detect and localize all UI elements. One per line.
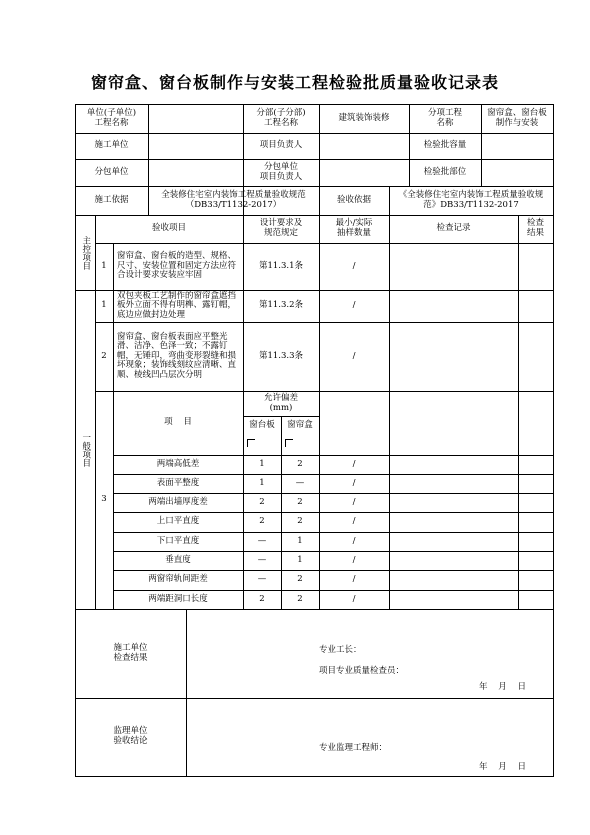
project-manager-label: 项目负责人 xyxy=(259,140,303,151)
deviation-row-sample: / xyxy=(352,496,356,507)
deviation-row-name: 垂直度 xyxy=(165,554,191,565)
contractor-check-label: 施工单位 检查结果 xyxy=(113,642,148,663)
checkbox[interactable] xyxy=(247,439,255,447)
deviation-row-sill: — xyxy=(257,574,267,585)
deviation-row-box: 2 xyxy=(297,516,303,527)
deviation-row-box: 2 xyxy=(297,496,303,507)
column-sample: 最小/实际 抽样数量 xyxy=(335,218,373,238)
sub-item-label: 分项工程 名称 xyxy=(427,107,462,128)
deviation-row-name: 两端距洞口长度 xyxy=(148,593,208,604)
supervision-engineer-label: 专业监理工程师： xyxy=(319,743,388,754)
deviation-row-name: 两端出墙厚度差 xyxy=(148,496,208,507)
main-control-label: 主控项目 xyxy=(80,235,91,270)
general-item-no: 1 xyxy=(101,300,107,311)
date-label: 年 月 日 xyxy=(478,762,527,773)
general-item-sample: / xyxy=(352,350,356,361)
deviation-item-header: 项 目 xyxy=(164,417,192,428)
sub-pm-label: 分包单位 项目负责人 xyxy=(259,161,303,182)
col-curtain-box: 窗帘盒 xyxy=(287,420,313,430)
unit-name-label: 单位(子单位) 工程名称 xyxy=(86,107,137,128)
deviation-row-sill: 1 xyxy=(259,458,265,469)
batch-location-label: 检验批部位 xyxy=(423,166,467,177)
construction-basis-label: 施工依据 xyxy=(94,194,129,205)
deviation-row-box: 1 xyxy=(297,554,303,565)
general-item-text: 双包夹板工艺制作的窗帘盒遮挡板外立面不得有明榫、露钉帽，底边应做封边处理 xyxy=(117,290,237,320)
deviation-row-sill: 2 xyxy=(259,593,265,604)
acceptance-basis-label: 验收依据 xyxy=(336,194,371,205)
general-item-sample: / xyxy=(352,300,356,311)
deviation-row-sample: / xyxy=(352,554,356,565)
deviation-row-sample: / xyxy=(352,535,356,546)
checkbox[interactable] xyxy=(285,439,293,447)
main-item-sample: / xyxy=(352,260,356,271)
deviation-row-sill: 2 xyxy=(259,516,265,527)
col-window-sill: 窗台板 xyxy=(249,420,275,430)
deviation-row-name: 两端高低差 xyxy=(156,458,200,469)
date-label: 年 月 日 xyxy=(478,682,527,693)
general-item-text: 窗帘盒、窗台板表面应平整光滑、洁净、色泽一致；不露钉帽，无锤印，弯曲变形裂缝和损坏现象；装饰线刻纹应清晰、直顺、棱线凹凸层次分明 xyxy=(117,331,237,380)
subdivision-value: 建筑装饰装修 xyxy=(338,112,390,123)
deviation-row-sill: 2 xyxy=(259,496,265,507)
column-requirement: 设计要求及 规范规定 xyxy=(259,218,303,238)
deviation-no: 3 xyxy=(101,494,107,505)
deviation-row-box: 2 xyxy=(297,593,303,604)
deviation-row-sill: 1 xyxy=(259,477,265,488)
sub-item-value: 窗帘盒、窗台板 制作与安装 xyxy=(487,107,547,128)
deviation-row-sample: / xyxy=(352,477,356,488)
subdivision-label: 分部(子分部) 工程名称 xyxy=(256,107,306,128)
supervisor-check-label: 监理单位 验收结论 xyxy=(113,726,148,746)
deviation-row-sample: / xyxy=(352,516,356,527)
deviation-row-sample: / xyxy=(352,593,356,604)
subcontractor-label: 分包单位 xyxy=(94,166,129,177)
deviation-row-box: 1 xyxy=(297,535,303,546)
deviation-row-name: 表面平整度 xyxy=(156,477,200,488)
general-item-req: 第11.3.2条 xyxy=(258,300,304,311)
deviation-row-name: 上口平直度 xyxy=(156,516,200,527)
deviation-row-sill: — xyxy=(257,554,267,565)
deviation-row-name: 下口平直度 xyxy=(156,535,200,546)
quality-inspector-label: 项目专业质量检查员： xyxy=(319,666,405,677)
general-item-req: 第11.3.3条 xyxy=(258,350,304,361)
deviation-row-box: 2 xyxy=(297,458,303,469)
deviation-row-name: 两窗帘轨间距差 xyxy=(148,574,208,585)
foreman-label: 专业工长： xyxy=(319,645,362,656)
main-item-req: 第11.3.1条 xyxy=(258,260,304,271)
construction-basis-value: 全装修住宅室内装饰工程质量验收规范 （DB33/T1132-2017） xyxy=(161,189,306,210)
general-items-label: 一般项目 xyxy=(80,432,91,467)
deviation-row-sample: / xyxy=(352,574,356,585)
column-item: 验收项目 xyxy=(151,223,186,234)
contractor-label: 施工单位 xyxy=(94,140,129,151)
column-result: 检查 结果 xyxy=(526,218,544,238)
allowed-deviation-header: 允许偏差 (mm) xyxy=(263,392,298,413)
page-title: 窗帘盒、窗台板制作与安装工程检验批质量验收记录表 xyxy=(90,73,499,92)
main-item-text: 窗帘盒、窗台板的造型、规格、尺寸、安装位置和固定方法应符合设计要求安装应牢固 xyxy=(117,251,237,281)
deviation-row-box: 2 xyxy=(297,574,303,585)
deviation-row-sill: — xyxy=(257,535,267,546)
deviation-row-sample: / xyxy=(352,458,356,469)
deviation-row-box: — xyxy=(295,477,305,488)
column-record: 检查记录 xyxy=(436,223,471,234)
batch-capacity-label: 检验批容量 xyxy=(423,140,467,151)
main-item-no: 1 xyxy=(101,260,107,271)
acceptance-basis-value: 《全装修住宅室内装饰工程质量验收规 范》DB33/T1132-2017 xyxy=(398,189,544,210)
general-item-no: 2 xyxy=(101,350,107,361)
